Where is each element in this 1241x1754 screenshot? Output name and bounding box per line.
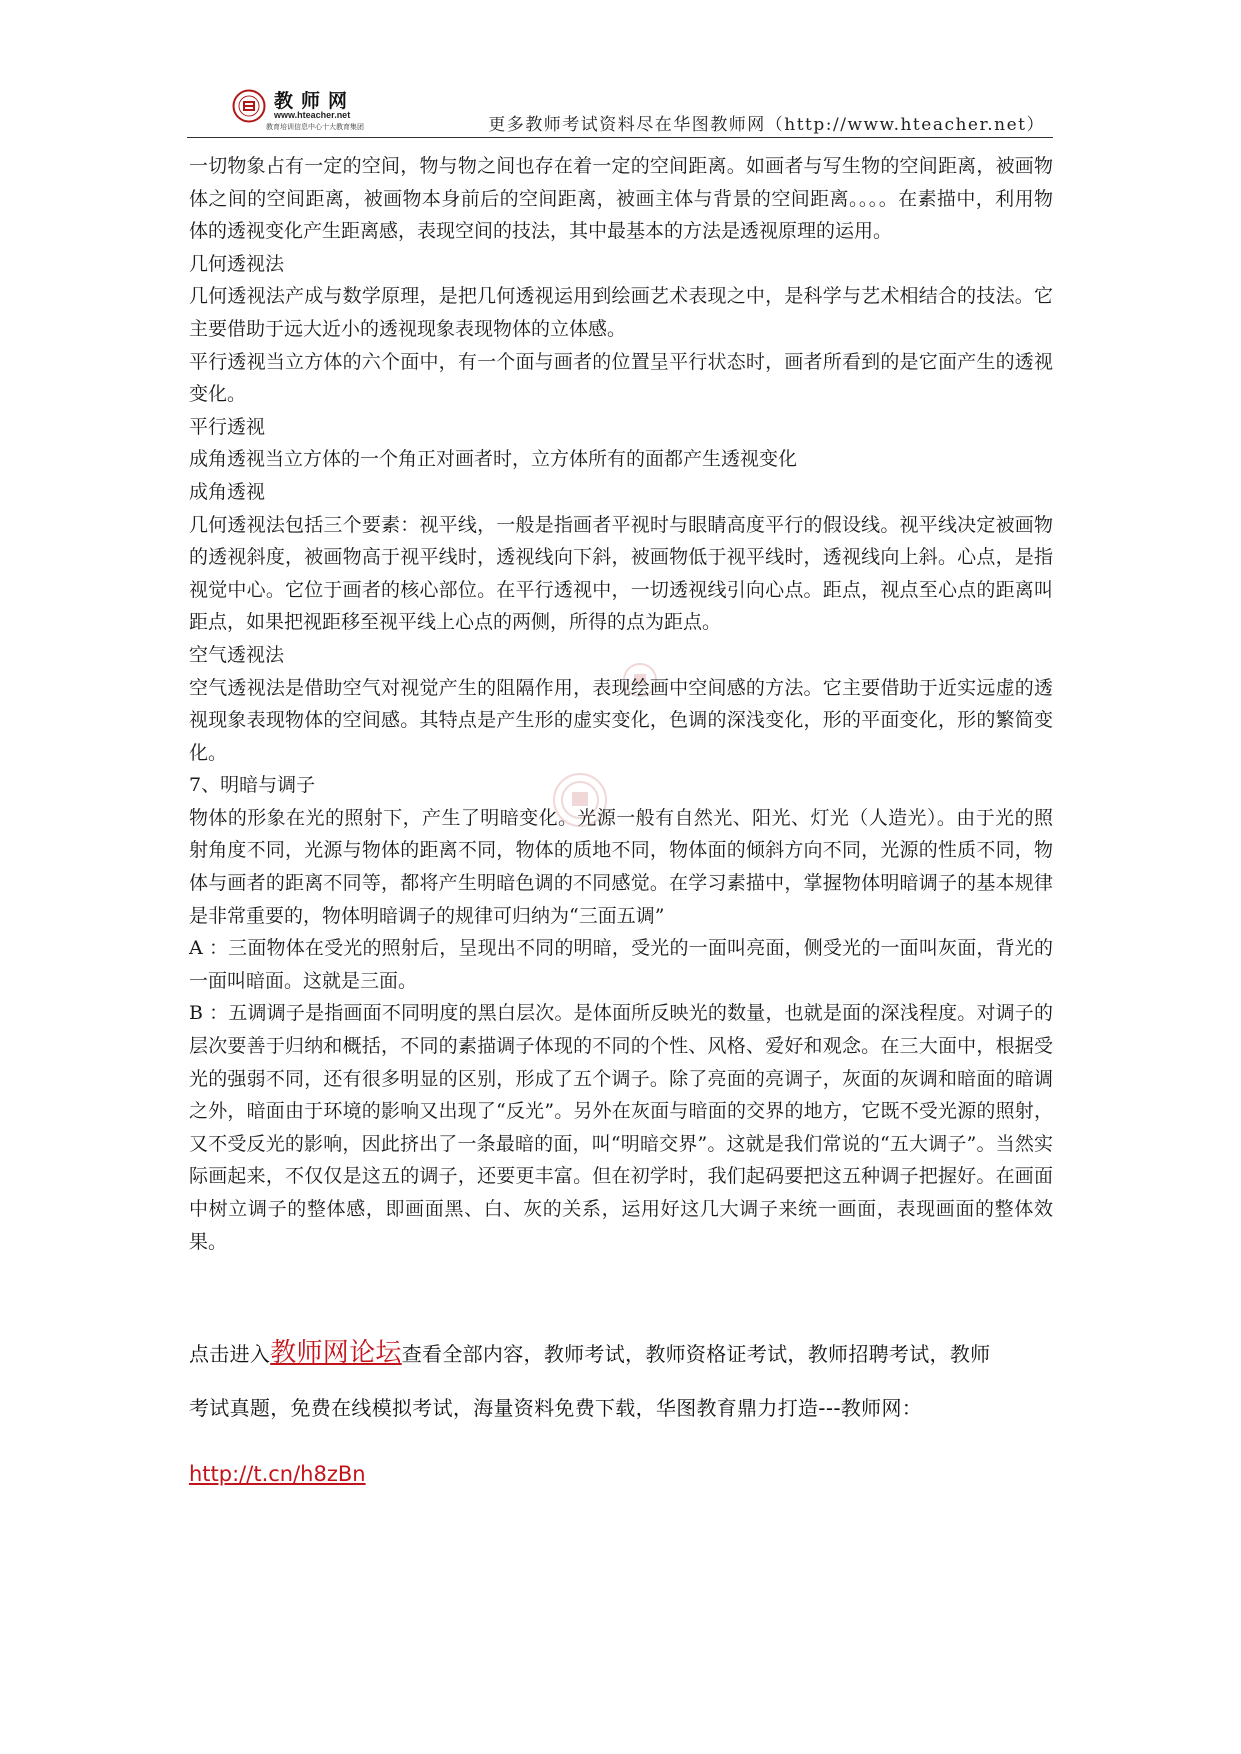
heading-aerial-perspective: 空气透视法: [189, 643, 285, 666]
heading-light-and-tone: 7、明暗与调子: [189, 774, 316, 797]
paragraph-geometric-perspective: 几何透视法产成与数学原理，是把几何透视运用到绘画艺术表现之中，是科学与艺术相结合的技法。它主要借助于远大近小的透视现象表现物体的立体感。: [189, 285, 1053, 340]
logo-url: www.hteacher.net: [274, 110, 351, 120]
seal-icon: [232, 89, 266, 123]
heading-parallel-perspective: 平行透视: [189, 415, 266, 438]
paragraph-aerial-perspective: 空气透视法是借助空气对视觉产生的阻隔作用，表现绘画中空间感的方法。它主要借助于近实远虚的透视现象表现物体的空间感。其特点是产生形的虚实变化，色调的深浅变化，形的平面变化，形的繁简变化。: [189, 676, 1053, 764]
paragraph-five-tones: B ：五调调子是指画面不同明度的黑白层次。是体面所反映光的数量，也就是面的深浅程度。对调子的层次要善于归纳和概括，不同的素描调子体现的不同的个性、风格、爱好和观念。在三大面中，根据受光的强弱不同，还有很多明显的区别，形成了五个调子。除了亮面的亮调子，灰面的灰调和暗面的暗调之外，暗面由于环境的影响又出现了“反光”。另外在灰面与暗面的交界的地方，它既不受光源的照射，又不受反光的影响，因此挤出了一条最暗的面，叫“明暗交界”。这就是我们常说的“五大调子”。当然实际画起来，不仅仅是这五的调子，还要更丰富。但在初学时，我们起码要把这五种调子把握好。在画面中树立调子的整体感，即画面黑、白、灰的关系，运用好这几大调子来统一画面，表现画面的整体效果。: [189, 1002, 1053, 1253]
paragraph-three-elements: 几何透视法包括三个要素：视平线，一般是指画者平视时与眼睛高度平行的假设线。视平线决定被画物的透视斜度，被画物高于视平线时，透视线向下斜，被画物低于视平线时，透视线向上斜。心点，是指视觉中心。它位于画者的核心部位。在平行透视中，一切透视线引向心点。距点，视点至心点的距离叫距点，如果把视距移至视平线上心点的两侧，所得的点为距点。: [189, 513, 1053, 634]
heading-angular-perspective: 成角透视: [189, 480, 266, 503]
promo-line-2: 考试真题，免费在线模拟考试，海量资料免费下载，华图教育鼎力打造---教师网：: [189, 1396, 923, 1420]
heading-geometric-perspective: 几何透视法: [189, 252, 285, 275]
paragraph-light-and-tone: 物体的形象在光的照射下，产生了明暗变化。光源一般有自然光、阳光、灯光（人造光）。由于光的照射角度不同，光源与物体的距离不同，物体的质地不同，物体面的倾斜方向不同，光源的性质不同，物体与画者的距离不同等，都将产生明暗色调的不同感觉。在学习素描中，掌握物体明暗调子的基本规律是非常重要的，物体明暗调子的规律可归纳为“三面五调”: [189, 806, 1053, 927]
short-url-link[interactable]: http://t.cn/h8zBn: [189, 1462, 366, 1486]
paragraph-parallel-perspective: 平行透视当立方体的六个面中，有一个面与画者的位置呈平行状态时，画者所看到的是它面产生的透视变化。: [189, 350, 1053, 406]
promo-line-1: [189, 1332, 990, 1369]
header-tagline: 更多教师考试资料尽在华图教师网（http://www.hteacher.net）: [488, 115, 1045, 135]
paragraph-angular-perspective: 成角透视当立方体的一个角正对画者时，立方体所有的面都产生透视变化: [189, 448, 798, 471]
document-body: [189, 150, 1053, 1258]
forum-link[interactable]: 教师网论坛: [270, 1338, 402, 1368]
site-logo[interactable]: [232, 86, 382, 136]
promo-line-1-rest: 查看全部内容，教师考试，教师资格证考试，教师招聘考试，教师: [401, 1342, 991, 1366]
logo-subtitle: 教育培训信息中心十大教育集团: [266, 123, 364, 131]
page-header: [0, 0, 1241, 140]
logo-name: 教师网: [274, 90, 356, 112]
paragraph-three-faces: A ：三面物体在受光的照射后，呈现出不同的明暗，受光的一面叫亮面，侧受光的一面叫灰面，背光的一面叫暗面。这就是三面。: [189, 937, 1053, 992]
paragraph-space-distance: 一切物象占有一定的空间，物与物之间也存在着一定的空间距离。如画者与写生物的空间距离，被画物体之间的空间距离，被画物本身前后的空间距离，被画主体与背景的空间距离。。。。在素描中，利用物体的透视变化产生距离感，表现空间的技法，其中最基本的方法是透视原理的运用。: [189, 155, 1053, 243]
promo-prefix: 点击进入: [189, 1342, 271, 1366]
header-divider: [187, 137, 1053, 138]
